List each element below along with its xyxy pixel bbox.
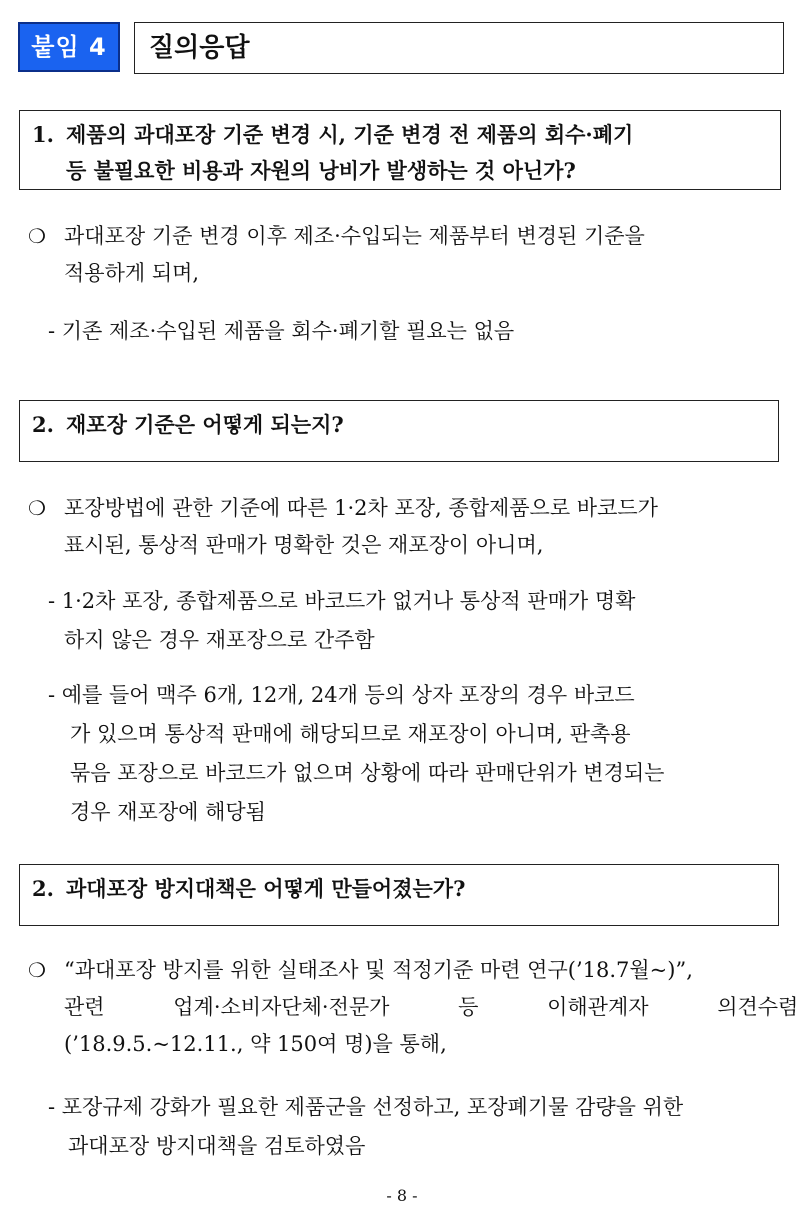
question-2-box [19, 400, 779, 462]
page-number: - 8 - [386, 1186, 418, 1205]
answer-2-dash-2-line-3: 묶음 포장으로 바코드가 없으며 상황에 따라 판매단위가 변경되는 [70, 761, 665, 785]
question-2-title: 재포장 기준은 어떻게 되는지? [66, 412, 344, 437]
question-3-box [19, 864, 779, 926]
answer-2-line-1: 포장방법에 관한 기준에 따른 1·2차 포장, 종합제품으로 바코드가 [64, 496, 658, 520]
question-1-box [19, 110, 781, 190]
circle-bullet-icon: ❍ [28, 958, 46, 982]
answer-3-dash-line-1: - 포장규제 강화가 필요한 제품군을 선정하고, 포장폐기물 감량을 위한 [48, 1095, 684, 1119]
answer-2-dash-2-line-4: 경우 재포장에 해당됨 [70, 800, 266, 824]
header [18, 20, 784, 76]
answer-3-line-1: “과대포장 방지를 위한 실태조사 및 적정기준 마련 연구(’18.7월~)”, [64, 958, 693, 982]
answer-1-dash [48, 312, 788, 351]
answer-3-dash [48, 1088, 788, 1166]
answer-2-dash-1-line-1: - 1·2차 포장, 종합제품으로 바코드가 없거나 통상적 판매가 명확 [48, 589, 636, 613]
answer-1-dash-text: - 기존 제조·수입된 제품을 회수·폐기할 필요는 없음 [48, 319, 515, 343]
answer-3-line-2: 관련 업계·소비자단체·전문가 등 이해관계자 의견수렴 [64, 995, 799, 1019]
question-3-number: 2. [32, 876, 54, 901]
answer-2-dash-1 [48, 582, 788, 660]
answer-2-bullet [28, 490, 784, 564]
answer-1-bullet [28, 218, 784, 292]
circle-bullet-icon: ❍ [28, 496, 46, 520]
answer-2-dash-2-line-2: 가 있으며 통상적 판매에 해당되므로 재포장이 아니며, 판촉용 [70, 722, 631, 746]
answer-2-line-2: 표시된, 통상적 판매가 명확한 것은 재포장이 아니며, [64, 533, 544, 557]
answer-3-line-3: (’18.9.5.~12.11., 약 150여 명)을 통해, [64, 1032, 447, 1056]
question-1-number: 1. [32, 122, 54, 147]
question-2-number: 2. [32, 412, 54, 437]
page-title: 질의응답 [134, 22, 784, 74]
question-1-line-1: 제품의 과대포장 기준 변경 시, 기준 변경 전 제품의 회수·폐기 [66, 122, 634, 147]
answer-2-dash-2 [48, 676, 788, 832]
attachment-badge: 붙임 4 [18, 22, 120, 72]
answer-3-bullet [28, 952, 799, 1063]
question-1-line-2: 등 불필요한 비용과 자원의 낭비가 발생하는 것 아닌가? [66, 158, 576, 183]
answer-1-line-2: 적용하게 되며, [64, 261, 200, 285]
answer-1-line-1: 과대포장 기준 변경 이후 제조·수입되는 제품부터 변경된 기준을 [64, 224, 645, 248]
circle-bullet-icon: ❍ [28, 224, 46, 248]
answer-3-dash-line-2: 과대포장 방지대책을 검토하였음 [68, 1134, 366, 1158]
answer-2-dash-2-line-1: - 예를 들어 맥주 6개, 12개, 24개 등의 상자 포장의 경우 바코드 [48, 683, 635, 707]
question-3-title: 과대포장 방지대책은 어떻게 만들어졌는가? [66, 876, 466, 901]
answer-2-dash-1-line-2: 하지 않은 경우 재포장으로 간주함 [64, 628, 375, 652]
